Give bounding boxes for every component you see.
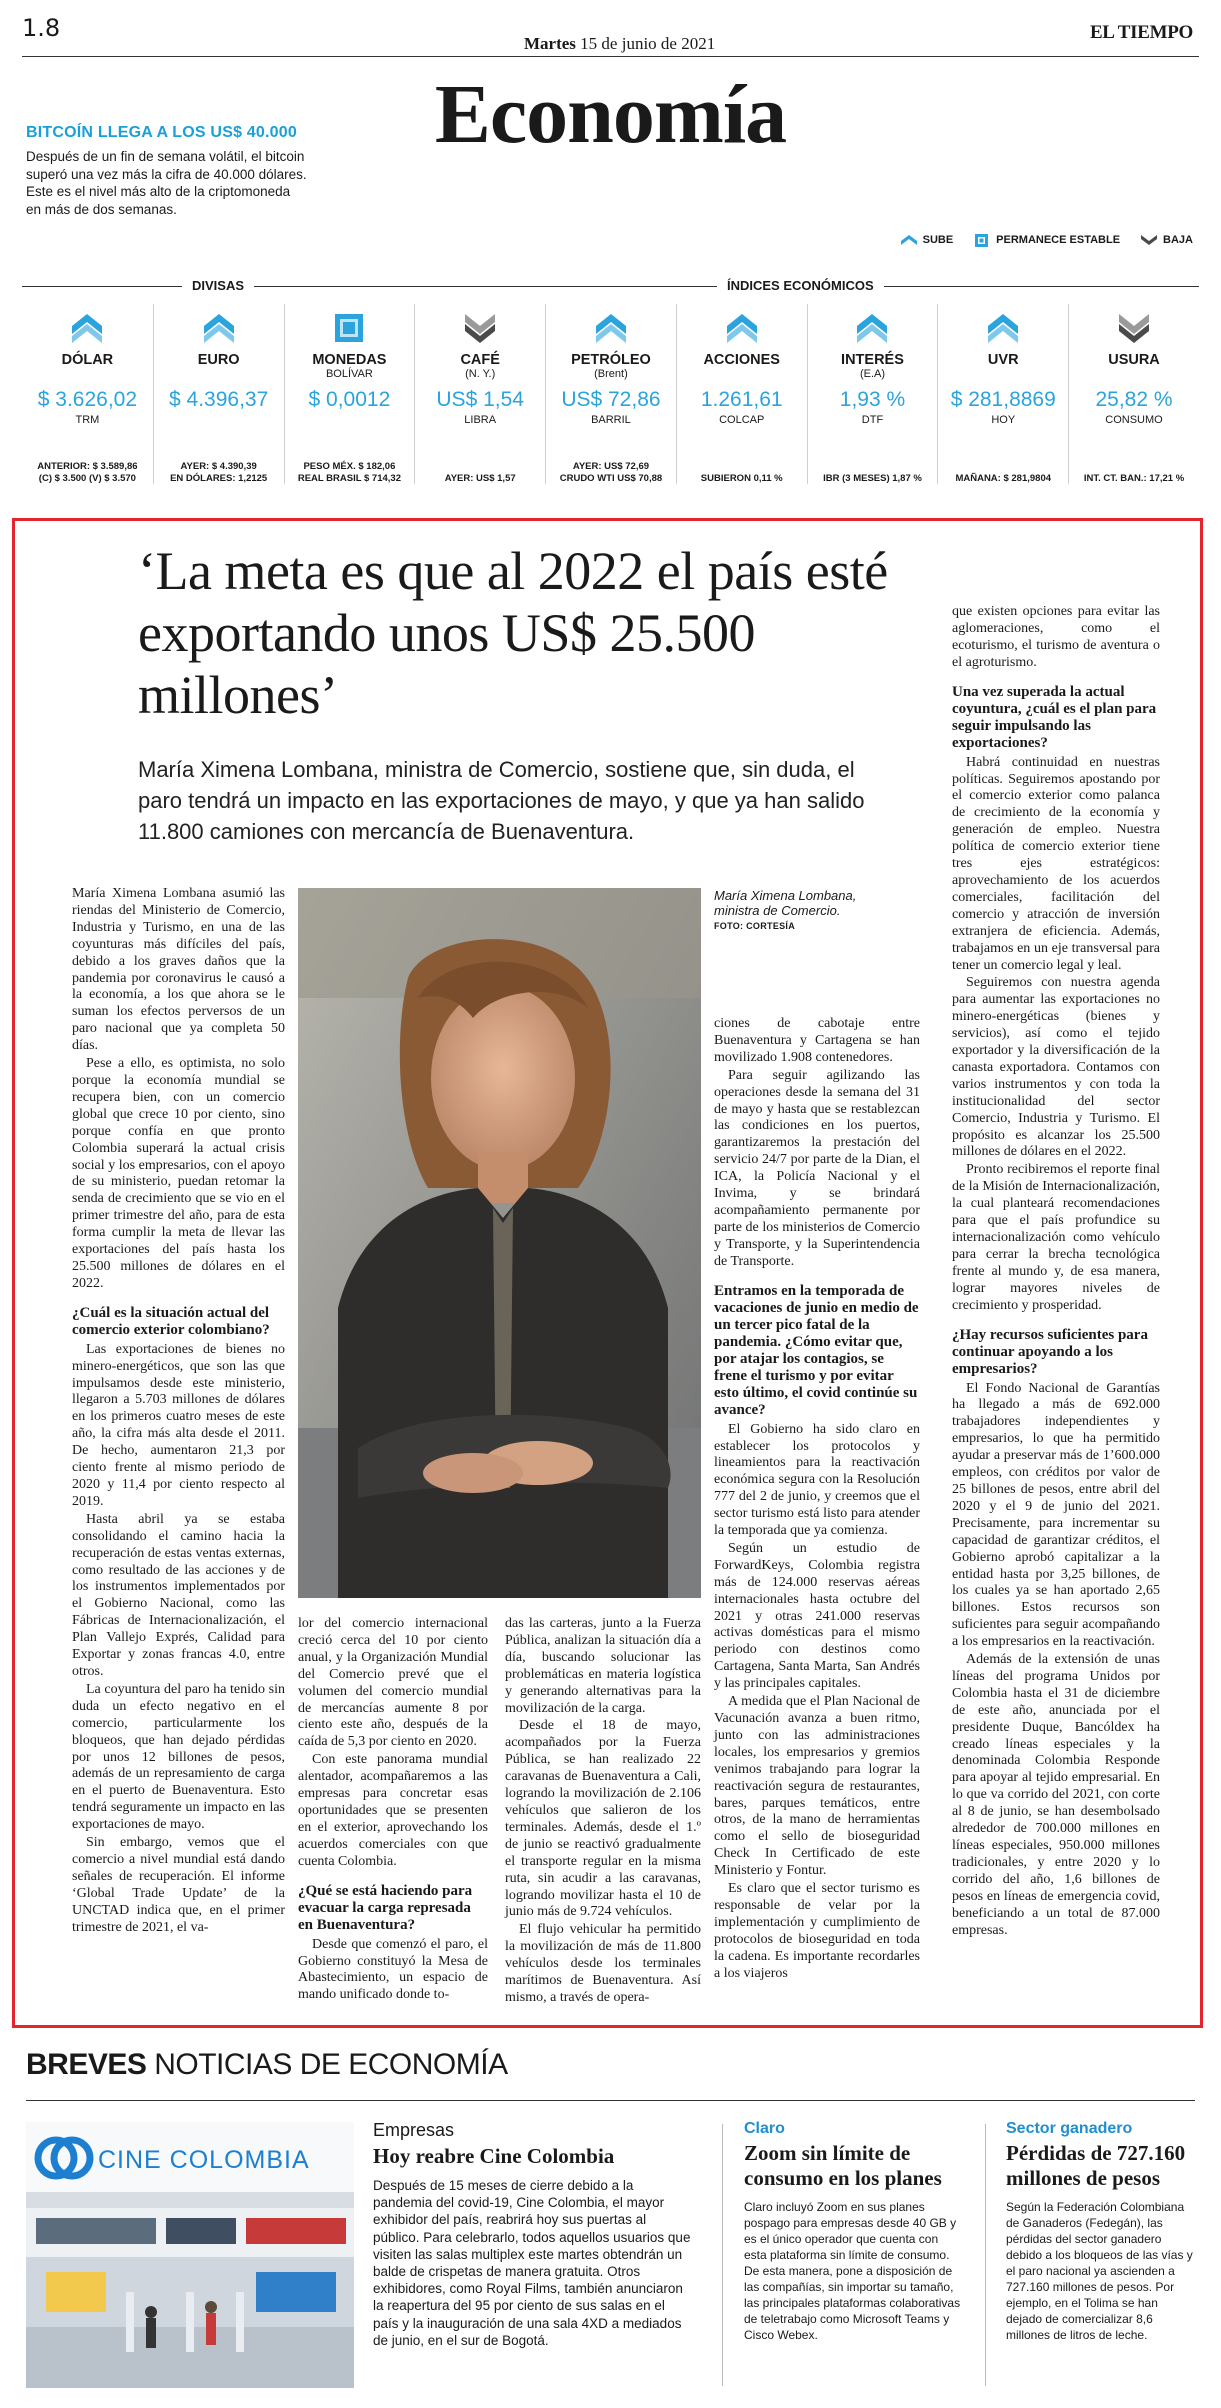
question: ¿Qué se está haciendo para evacuar la carga represada en Buenaventura? [298,1882,473,1933]
divisas-label: DIVISAS [182,278,254,293]
portrait-illustration [298,888,701,1598]
bitcoin-body: Después de un fin de semana volátil, el bitcoin superó una vez más la cifra de 40.000 dólares. Este es el nivel más alto de la criptomoneda en más de dos semanas. [26,149,307,217]
trend-legend [900,232,1193,248]
market-item-petróleo [545,304,676,484]
market-unit: COLCAP [719,414,765,426]
market-unit: BARRIL [591,414,631,426]
legend-down: BAJA [1140,232,1193,248]
brief-kicker: Claro [744,2120,785,2137]
market-item-uvr [937,304,1068,484]
market-subtitle [154,368,284,380]
paragraph: Sin embargo, vemos que el comercio a nivel mundial está dando señales de recuperación. El informe ‘Global Trade Update’ de la UNCTAD indica que, en el primer trimestre de 2021, el va- [72,1835,285,1935]
markets-header [22,276,1199,296]
market-item-acciones [676,304,807,484]
article-column-5 [952,604,1160,1940]
question: ¿Cuál es la situación actual del comercio exterior colombiano? [72,1304,270,1338]
page-number: 1.8 [22,14,61,42]
paragraph: das las carteras, junto a la Fuerza Pública, analizan la situación día a día, buscando solucionar las problemáticas en materia logística y generando alternativas para la movilización de la carga. [505,1616,701,1716]
market-value: $ 281,8869 [950,388,1056,411]
market-name: PETRÓLEO [571,352,651,368]
market-subtitle [1069,368,1199,380]
market-subtitle [677,368,807,380]
market-unit: CONSUMO [1105,414,1163,426]
brief-separator [985,2124,986,2386]
question: ¿Hay recursos suficientes para continuar apoyando a los empresarios? [952,1326,1148,1377]
market-footnote: SUBIERON 0,11 % [700,472,783,484]
breves-label: BREVES NOTICIAS DE ECONOMÍA [26,2048,508,2081]
market-subtitle [938,368,1068,380]
market-item-interés [807,304,938,484]
market-value: 25,82 % [1095,388,1173,411]
market-footnote: ANTERIOR: $ 3.589,86 (C) $ 3.500 (V) $ 3.570 [37,461,138,484]
paragraph: El Fondo Nacional de Garantías ha llegado a más de 692.000 trabajadores independientes y empresarios, lo que ha permitido ayudar a preservar más de 1’600.000 empleos, con créditos por valor de 25 billones de pesos, entre abril del 2020 y el 9 de junio del 2021. Precisamente, para incrementar su capacidad de garantizar créditos, el Gobierno aprobó capitalizar a la entidad hasta por 3,25 billones, de los cuales ya se han aportado 2,65 billones. Estos recursos son suficientes para seguir acompañando a los empresarios en la reactivación. [952,1380,1160,1650]
question: Una vez superada la actual coyuntura, ¿cuál es el plan para seguir impulsando las exportaciones? [952,683,1157,751]
brief-body: Claro incluyó Zoom en sus planes pospago para empresas desde 40 GB y es el único operador que cuenta con esta plataforma sin límite de consumo. De esta manera, pone a disposición de las compañías, sin importar su tamaño, las principales plataformas colaborativas de teletrabajo como Microsoft Teams y Cisco Webex. [744,2200,961,2342]
paragraph: Es claro que el sector turismo es responsable de velar por la implementación y cumplimiento de protocolos de bioseguridad en toda la cadena. Es importante recordarles a los viajeros [714,1881,920,1981]
market-subtitle: BOLÍVAR [325,368,373,380]
article-column-2 [298,1616,488,2005]
paragraph: El flujo vehicular ha permitido la movilización de más de 11.800 vehículos desde los terminales marítimos de Buenaventura. Así mismo, a través de opera- [505,1922,701,2005]
trend-stable-icon [332,310,366,346]
breves-rule [26,2100,1195,2101]
brief-title: Hoy reabre Cine Colombia [373,2144,615,2168]
paragraph: Con este panorama mundial alentador, acompañaremos a las empresas para concretar esas oportunidades que se presenten en el exterior, aprovechando los acuerdos comerciales con que cuenta Colombia. [298,1752,488,1869]
market-subtitle: (N. Y.) [465,368,496,380]
trend-up-icon [70,310,104,346]
market-columns [22,304,1199,484]
cinema-lobby-illustration [26,2122,354,2388]
market-unit: HOY [991,414,1016,426]
section-title: Economía [434,68,787,161]
market-name: DÓLAR [61,352,114,368]
market-item-café [414,304,545,484]
paragraph: María Ximena Lombana asumió las riendas del Ministerio de Comercio, Industria y Turismo, en una de las coyunturas más difíciles del país, debido a los graves daños que la pandemia por coronavirus le causó a la economía, a los que ahora se le suman los efectos perversos de un paro nacional que ya completa 50 días. [72,886,285,1054]
photo-caption: María Ximena Lombana, ministra de Comercio. FOTO: CORTESÍA [714,888,864,931]
paragraph: La coyuntura del paro ha tenido sin duda un efecto negativo en el comercio, particularmente los bloqueos, que han dejado pérdidas por unos 12 billones de pesos, además de un represamiento de carga en el puerto de Buenaventura. Esto tendrá seguramente un impacto en las exportaciones de mayo. [72,1681,285,1833]
square-stable-icon [973,232,991,248]
brief-kicker: Empresas [373,2120,455,2140]
brief-body: Según la Federación Colombiana de Ganaderos (Fedegán), las pérdidas del sector ganadero debido a los bloqueos de las vías y el paro nacional ya ascienden a 727.160 millones de pesos. Por ejemplo, en el Tolima se han dejado de comercializar 8,6 millones de litros de leche. [1006,2200,1193,2342]
paragraph: Desde el 18 de mayo, acompañados por la Fuerza Pública, se han realizado 22 caravanas de Buenaventura a Cali, logrando la movilización de 2.106 vehículos que salieron de los terminales. Además, desde el 1.º de junio se reactivó gradualmente el transporte regular en la misma ruta, sin acudir a las caravanas, logrando movilizar hasta el 10 de junio más de 9.724 vehículos. [505,1718,701,1920]
brief-body: Después de 15 meses de cierre debido a la pandemia del covid-19, Cine Colombia, el mayor exhibidor del país, reabrirá hoy sus puertas al público. Para celebrarlo, todos aquellos usuarios que visiten las salas multiplex este martes obtendrán un balde de crispetas de manera gratuita. Otros exhibidores, como Royal Films, también anunciaron la reapertura del 95 por ciento de sus salas en el país y la inauguración de una sala 4XD a mediados de junio, en el sur de Bogotá. [373,2178,691,2348]
market-value: US$ 72,86 [561,388,661,411]
market-item-monedas [284,304,415,484]
brief-title: Zoom sin límite de consumo en los planes [744,2141,942,2190]
article-column-3 [505,1616,701,2008]
bitcoin-title: BITCOÍN LLEGA A LOS US$ 40.000 [26,124,297,141]
market-footnote: AYER: US$ 1,57 [444,472,516,484]
trend-up-icon [594,310,628,346]
market-value: 1.261,61 [700,388,783,411]
market-item-usura [1068,304,1199,484]
market-value: 1,93 % [839,388,906,411]
market-name: ACCIONES [703,352,780,368]
market-subtitle: (Brent) [594,368,628,380]
trend-up-icon [855,310,889,346]
newspaper-brand: EL TIEMPO [1089,22,1193,43]
page-header [0,0,1221,60]
market-name: USURA [1108,352,1160,368]
chevron-down-icon [1140,232,1158,248]
market-unit: TRM [75,414,100,426]
trend-up-icon [725,310,759,346]
paragraph: El Gobierno ha sido claro en establecer los protocolos y lineamientos para la reactivación económica segura con la Resolución 777 del 2 de junio, y creemos que el sector turismo está listo para atender la temporada que ya comienza. [714,1421,920,1539]
article-deck: María Ximena Lombana, ministra de Comercio, sostiene que, sin duda, el paro tendrá un impacto en las exportaciones de mayo, y que ya han salido 11.800 camiones con mercancía de Buenaventura. [138,757,865,844]
legend-up: SUBE [900,232,954,248]
market-footnote: PESO MÉX. $ 182,06 REAL BRASIL $ 714,32 [297,461,401,484]
market-name: UVR [987,352,1019,368]
brief-separator [722,2124,723,2386]
brief-sector-ganadero [1006,2120,1196,2343]
paragraph: A medida que el Plan Nacional de Vacunación avanza a buen ritmo, junto con las administraciones locales, los empresarios y gremios venimos trabajando para lograr la reactivación segura de restaurantes, bares, parques temáticos, entre otros, de la mano de herramientas como el sello de bioseguridad Check In Certificado de este Ministerio y Fontur. [714,1694,920,1879]
paragraph: Desde que comenzó el paro, el Gobierno constituyó la Mesa de Abastecimiento, un espacio de mando unificado donde to- [298,1936,488,2003]
brief-kicker: Sector ganadero [1006,2120,1133,2137]
paragraph: Seguiremos con nuestra agenda para aumentar las exportaciones no minero-energéticas (bienes y servicios), así como el tejido exportador y la diversificación de la canasta exportadora. Contamos con varios instrumentos y con toda la institucionalidad del sector Comercio, Industria y Turismo. El propósito es alcanzar los 25.500 millones de dólares en el 2022. [952,975,1160,1160]
market-footnote: INT. CT. BAN.: 17,21 % [1083,472,1185,484]
paragraph: Las exportaciones de bienes no minero-energéticos, que son las que impulsamos desde este ministerio, llegaron a 5.703 millones de dólares en los primeros cuatro meses de este año, la cifra más alta desde el 2011. De hecho, aumentaron 21,3 por ciento frente al mismo periodo de 2020 y 11,4 por ciento respecto al 2019. [72,1341,285,1509]
trend-up-icon [202,310,236,346]
question: Entramos en la temporada de vacaciones de junio en medio de un tercer pico fatal de la pandemia. ¿Cómo evitar que, por atajar los contagios, se frene el turismo y por evitar esto último, el covid continúe su avance? [714,1282,919,1418]
market-value: $ 3.626,02 [37,388,138,411]
header-rule [22,56,1199,57]
article-column-1 [72,886,285,1937]
market-name: MONEDAS [312,352,387,368]
market-subtitle [22,368,153,380]
minister-photo [298,888,701,1598]
brief-title: Pérdidas de 727.160 millones de pesos [1006,2141,1186,2190]
paragraph: Hasta abril ya se estaba consolidando el camino hacia la recuperación de estas ventas externas, como resultado de las acciones y de los instrumentos implementados por el Gobierno Nacional, como las Fábricas de Internacionalización, el Plan Vallejo Exprés, Calidad para Exportar y zonas francas 4.0, entre otros. [72,1511,285,1679]
market-unit: LIBRA [464,414,497,426]
cine-colombia-photo [26,2122,354,2388]
paragraph: ciones de cabotaje entre Buenaventura y Cartagena se han movilizado 1.908 contenedores. [714,1016,920,1065]
market-value: $ 0,0012 [308,388,391,411]
bitcoin-brief [26,124,308,218]
market-value: $ 4.396,37 [169,388,269,411]
market-item-dólar [22,304,153,484]
paragraph: Además de la extensión de unas líneas del programa Unidos por Colombia hasta el 31 de diciembre de este año, anunciada por el presidente Duque, Bancóldex ha creado líneas especiales y la denominada Colombia Responde para apoyar al tejido empresarial. En lo que va corrido del 2021, con corte al 8 de junio, se han desembolsado alrededor de 700.000 millones en líneas especiales, 950.000 millones tradicionales, y entre 2020 y lo corrido del año, 1,6 billones de pesos en líneas de emergencia covid, beneficiando a un total de 87.000 empresas. [952,1652,1160,1938]
paragraph: que existen opciones para evitar las aglomeraciones, como el ecoturismo, el turismo de aventura o el agroturismo. [952,604,1160,670]
market-footnote: AYER: $ 4.390,39 EN DÓLARES: 1,2125 [170,461,268,484]
brief-cine-colombia [373,2120,693,2349]
market-item-euro [153,304,284,484]
market-footnote: MAÑANA: $ 281,9804 [955,472,1052,484]
legend-stable: PERMANECE ESTABLE [973,232,1120,248]
market-footnote: AYER: US$ 72,69 CRUDO WTI US$ 70,88 [559,461,663,484]
indices-label: ÍNDICES ECONÓMICOS [717,278,884,293]
svg-text:CINE COLOMBIA: CINE COLOMBIA [98,2146,310,2174]
article-headline: ‘La meta es que al 2022 el país esté exportando unos US$ 25.500 millones’ [138,541,888,725]
paragraph: lor del comercio internacional creció cerca del 10 por ciento anual, y la Organización Mundial del Comercio prevé que el volumen del comercio mundial de mercancías aumente 8 por ciento este año, después de la caída de 5,3 por ciento en 2020. [298,1616,488,1750]
market-name: CAFÉ [460,352,500,368]
brief-claro [744,2120,964,2343]
paragraph: Habrá continuidad en nuestras políticas. Seguiremos apostando por el comercio exterior como palanca de crecimiento de la economía y generación de empleo. Nuestra política de comercio exterior tiene tres ejes estratégicos: aprovechamiento de los acuerdos comerciales, facilitación del comercio y atracción de inversión extranjera de eficiencia. Además, trabajamos en un eje transversal para tener un comercio legal y leal. [952,754,1160,973]
chevron-up-icon [900,232,918,248]
paragraph: Según un estudio de ForwardKeys, Colombia registra más de 124.000 reservas aéreas internacionales hasta octubre del 2021 y otras 241.000 reservas activas domésticas para el mismo periodo con destinos como Cartagena, Santa Marta, San Andrés y las principales capitales. [714,1540,920,1692]
article-column-4 [714,1016,920,1984]
market-name: INTERÉS [841,352,904,368]
trend-down-icon [463,310,497,346]
market-unit: DTF [861,414,884,426]
paragraph: Para seguir agilizando las operaciones desde la semana del 31 de mayo y hasta que se restablezcan las condiciones en los puertos, garantizaremos la prestación del servicio 24/7 por parte de la Dian, el ICA, la Policía Nacional y el Invima, y se brindará acompañamiento permanente por parte de los ministerios de Comercio y Transporte, y la Superintendencia de Transporte. [714,1067,920,1269]
market-subtitle: (E.A) [859,368,885,380]
market-name: EURO [197,352,240,368]
market-value: US$ 1,54 [436,388,524,411]
trend-down-icon [1117,310,1151,346]
markets-panel [22,276,1199,484]
market-footnote: IBR (3 MESES) 1,87 % [823,472,922,484]
photo-credit: FOTO: CORTESÍA [714,921,796,931]
paragraph: Pronto recibiremos el reporte final de la Misión de Internacionalización, la cual planteará recomendaciones para que el país profundice su internacionalización como vehículo para cerrar la brecha tecnológica frente al mundo y, de esa manera, lograr mayores niveles de crecimiento y prosperidad. [952,1162,1160,1313]
paragraph: Pese a ello, es optimista, no solo porque la economía mundial se recupera bien, con un comercio global que crece 10 por ciento, sino porque confía en que pronto Colombia superará la actual crisis social y los empresarios, con el apoyo de su ministerio, puedan retomar la senda de crecimiento que se vio en el primer trimestre del año, para de esta forma cumplir la meta de llevar las exportaciones del país hasta los 25.500 millones de dólares en el 2022. [72,1056,285,1291]
trend-up-icon [986,310,1020,346]
issue-date: Martes 15 de junio de 2021 [524,34,716,53]
